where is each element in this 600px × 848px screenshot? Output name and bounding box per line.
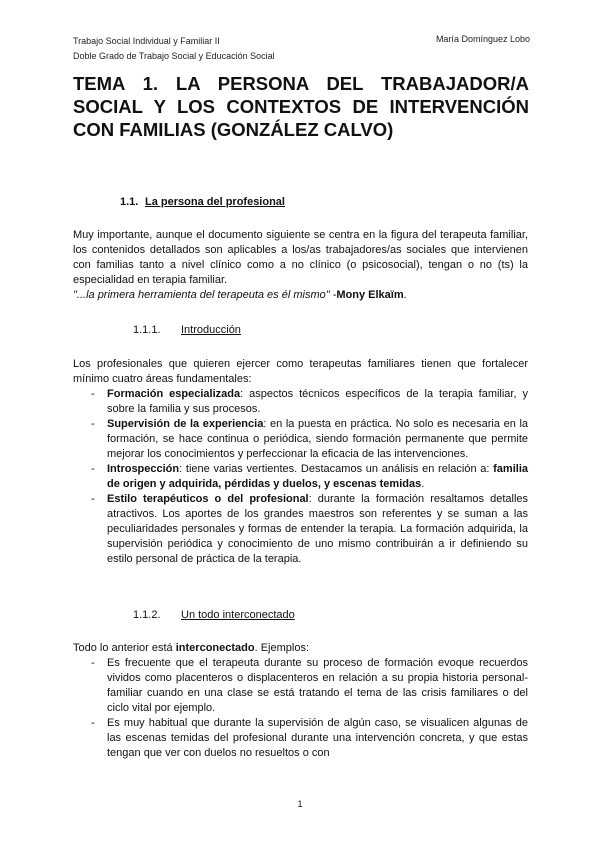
- list-item: [73, 656, 528, 716]
- item-text: : aspectos técnicos específicos de la terapia familiar, y sobre la familia y sus procesos.: [107, 388, 528, 415]
- item-bold-tail: familia de origen y adquirida, pérdidas y duelos, y escenas temidas: [107, 463, 528, 490]
- item-text: : durante la formación resaltamos detalles atractivos. Los aportes de los grandes maestros son referentes y se suman a las peculiaridades personales y formas de entender la terapia. La formación adquirida, la supervisión periódica y conocimiento de uno mismo contribuirán a ir definiendo su estilo personal de práctica de la terapia.: [107, 493, 529, 565]
- dash-bullet: -: [91, 463, 95, 475]
- section-heading-1-1: [120, 196, 285, 208]
- dash-bullet: -: [91, 388, 95, 400]
- page-title: TEMA 1. LA PERSONA DEL TRABAJADOR/A SOCIAL Y LOS CONTEXTOS DE INTERVENCIÓN CON FAMILIAS (GONZÁLEZ CALVO): [73, 73, 529, 140]
- quote-text: "...la primera herramienta del terapeuta es él mismo": [73, 289, 330, 301]
- intro-text: Muy importante, aunque el documento siguiente se centra en la figura del terapeuta familiar, los contenidos detallados son aplicables a los/as trabajadores/as sociales que intervienen con familias tanto a nivel clínico como a no clínico (o psicosocial), tengan o no (ts) la especialidad en terapia familiar.: [73, 229, 528, 286]
- header-author: María Domínguez Lobo: [435, 34, 530, 44]
- section-title: Un todo interconectado: [181, 609, 295, 621]
- interconnected-before: Todo lo anterior está: [73, 642, 176, 654]
- interconnected-paragraph: [73, 641, 528, 656]
- item-text: Es muy habitual que durante la supervisión de algún caso, se visualicen algunas de las escenas temidas del profesional durante una intervención concreta, y que estas tengan que ver con duelos no resueltos o con: [107, 717, 528, 759]
- item-term: Formación especializada: [107, 388, 241, 400]
- dash-bullet: -: [91, 717, 95, 729]
- dash-bullet: -: [91, 657, 95, 669]
- dash-bullet: -: [91, 493, 95, 505]
- section-number: 1.1.: [120, 196, 139, 208]
- examples-list: [73, 656, 528, 761]
- quote-end: .: [403, 289, 407, 301]
- list-item: [73, 387, 528, 417]
- areas-list: [73, 387, 528, 567]
- interconnected-bold: interconectado: [175, 642, 255, 654]
- section-number: 1.1.1.: [133, 324, 161, 336]
- item-text: Es frecuente que el terapeuta durante su proceso de formación evoque recuerdos vividos como placenteros o displacenteros en relación a su propia historia personal-familiar cuando en una clase se está tratando el tema de las crisis familiares o del ciclo vital por ejemplo.: [107, 657, 528, 714]
- quote-author: Mony Elkaïm: [336, 289, 404, 301]
- section-number: 1.1.2.: [133, 609, 161, 621]
- item-text: : en la puesta en práctica. No solo es necesaria en la formación, se hace continua o periódica, siendo formación permanente que permite mejorar los conocimientos y perfeccionar la eficacia de las intervenciones.: [107, 418, 528, 460]
- areas-intro: Los profesionales que quieren ejercer como terapeutas familiares tienen que fortalecer mínimo cuatro áreas fundamentales:: [73, 358, 528, 385]
- interconnected-after: . Ejemplos:: [254, 642, 310, 654]
- dash-bullet: -: [91, 418, 95, 430]
- list-item: [73, 417, 528, 462]
- header-degree: Doble Grado de Trabajo Social y Educación Social: [73, 51, 275, 61]
- list-item: [73, 492, 528, 567]
- quote-separator: -: [329, 289, 337, 301]
- intro-paragraph: [73, 228, 528, 303]
- section-title: Introducción: [181, 324, 241, 336]
- section-heading-1-1-2: [133, 609, 295, 621]
- item-text: : tiene varias vertientes. Destacamos un análisis en relación a:: [179, 463, 494, 475]
- section-heading-1-1-1: [133, 324, 241, 336]
- header-left: [73, 34, 275, 64]
- list-item: [73, 716, 528, 761]
- item-end: .: [421, 478, 425, 490]
- item-term: Introspección: [107, 463, 180, 475]
- header-course: Trabajo Social Individual y Familiar II: [73, 36, 220, 46]
- list-item: [73, 462, 528, 492]
- section-title: La persona del profesional: [145, 196, 285, 208]
- item-term: Supervisión de la experiencia: [107, 418, 264, 430]
- item-term: Estilo terapéuticos o del profesional: [107, 493, 309, 505]
- page-number: 1: [297, 799, 303, 809]
